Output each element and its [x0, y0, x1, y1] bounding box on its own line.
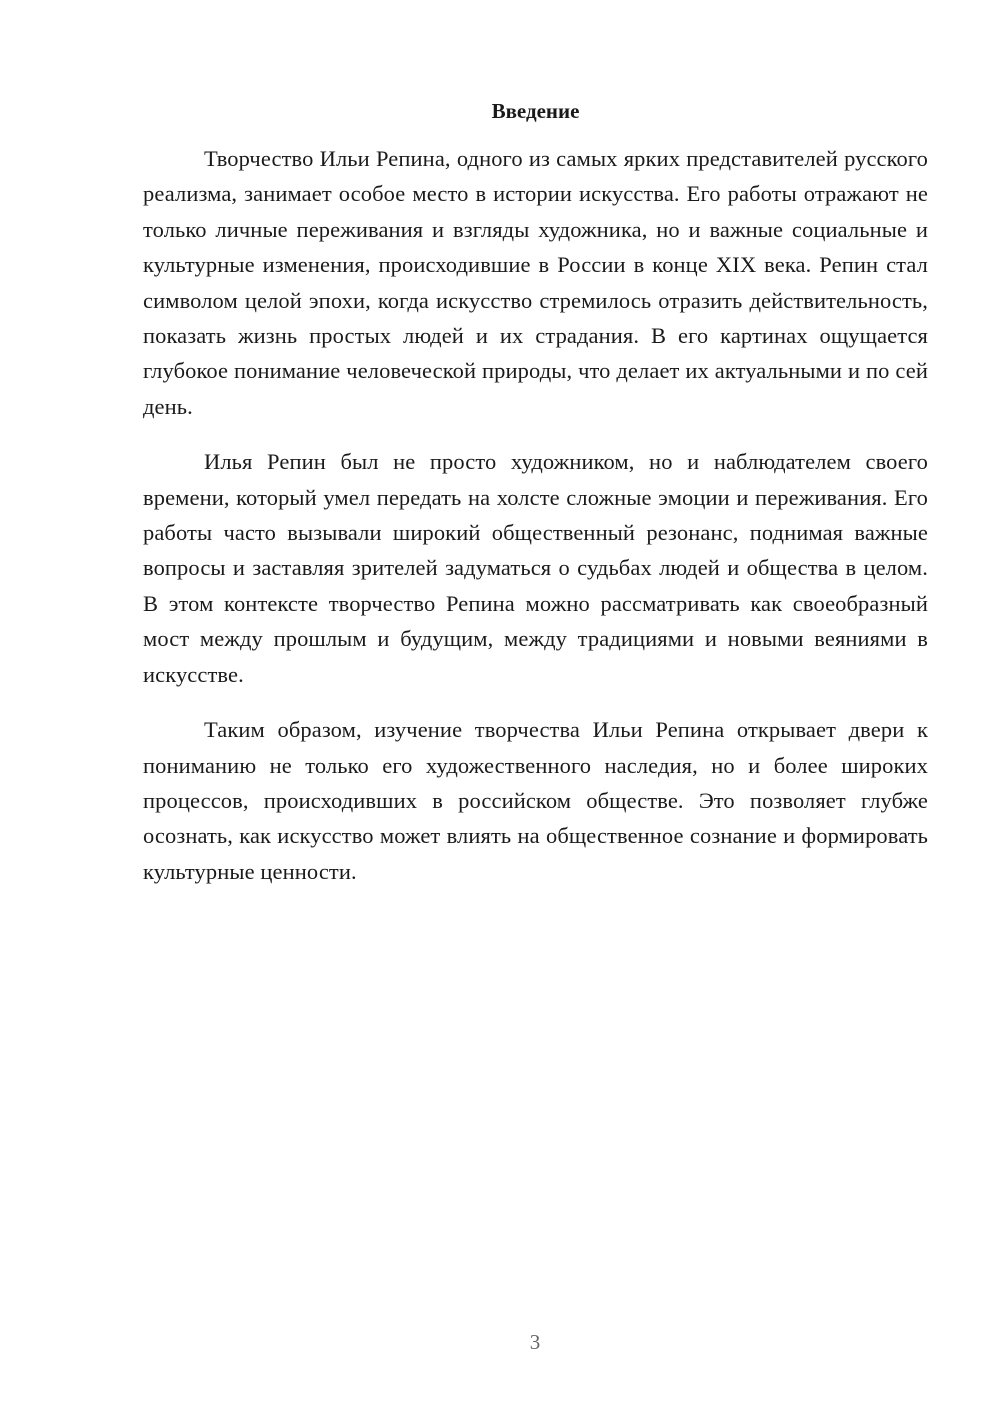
paragraph-1: Творчество Ильи Репина, одного из самых ярких представителей русского реализма, занимает особое место в истории искусства. Его работы отражают не только личные переживания и взгляды художника, но и важные социальные и культурные изменения, происходившие в России в конце XIX века. Репин стал символом целой эпохи, когда искусство стремилось отразить действительность, показать жизнь простых людей и их страдания. В его картинах ощущается глубокое понимание человеческой природы, что делает их актуальными и по сей день.	[143, 146, 928, 419]
paragraph-2: Илья Репин был не просто художником, но и наблюдателем своего времени, который умел передать на холсте сложные эмоции и переживания. Его работы часто вызывали широкий общественный резонанс, поднимая важные вопросы и заставляя зрителей задуматься о судьбах людей и общества в целом. В этом контексте творчество Репина можно рассматривать как своеобразный мост между прошлым и будущим, между традициями и новыми веяниями в искусстве.	[143, 449, 928, 687]
section-heading: Введение	[491, 99, 580, 123]
page-number: 3	[529, 1330, 541, 1354]
body-text	[143, 141, 928, 909]
paragraph-3: Таким образом, изучение творчества Ильи Репина открывает двери к пониманию не только его художественного наследия, но и более широких процессов, происходивших в российском обществе. Это позволяет глубже осознать, как искусство может влиять на общественное сознание и формировать культурные ценности.	[143, 717, 928, 884]
